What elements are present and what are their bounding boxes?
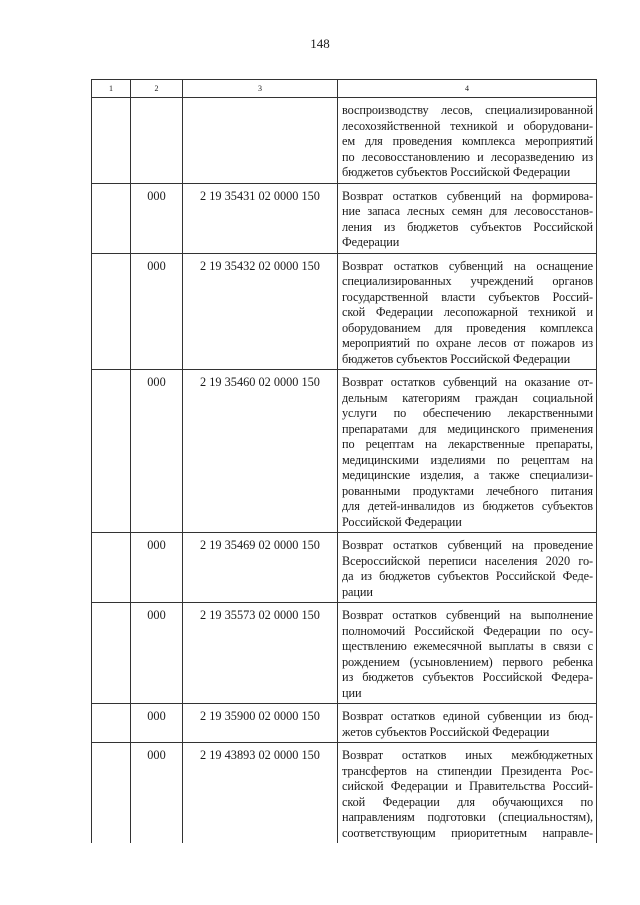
- description-line: да из бюджетов субъектов Российской Феде-: [342, 569, 593, 583]
- description-line: направлениям подготовки (специальностям),: [342, 810, 593, 824]
- table-row: [92, 603, 597, 704]
- description-cell: [338, 533, 597, 603]
- row-empty-cell: [92, 183, 131, 253]
- description-line: ской Федерации для обучающихся по: [342, 794, 593, 809]
- description-line: трансфертов на стипендии Президента Рос-: [342, 763, 593, 778]
- description-cell: [338, 253, 597, 370]
- description-line: воспроизводству лесов, специализированной: [342, 103, 593, 117]
- budget-classification-table: [91, 79, 597, 843]
- row-empty-cell: [92, 603, 131, 704]
- description-line: лесохозяйственной техникой и оборудовани-: [342, 118, 593, 133]
- description-line: услуги по обеспечению лекарственными: [342, 406, 593, 420]
- description-line: полномочий Российской Федерации по осу-: [342, 623, 593, 638]
- description-cell: [338, 603, 597, 704]
- description-line: Возврат остатков субвенций на выполнение: [342, 608, 593, 622]
- column-number-4: 4: [338, 80, 597, 98]
- description-line: рождением (усыновлением) первого ребенка: [342, 654, 593, 669]
- description-line: жетов субъектов Российской Федерации: [342, 724, 550, 739]
- description-line: Возврат остатков субвенций на оказание от-: [342, 375, 593, 389]
- description-line: бюджетов субъектов Российской Федерации: [342, 165, 571, 179]
- row-empty-cell: [92, 704, 131, 743]
- description-line: для детей-инвалидов из бюджетов субъектов: [342, 499, 593, 513]
- budget-code-cell: 2 19 35573 02 0000 150: [183, 603, 338, 704]
- budget-code-cell: 2 19 35460 02 0000 150: [183, 370, 338, 533]
- table-row: [92, 183, 597, 253]
- column-number-3: 3: [183, 80, 338, 98]
- description-line: по рецептам на лекарственные препараты,: [342, 437, 593, 451]
- admin-code-cell: 000: [131, 603, 183, 704]
- description-line: дельным категориям граждан социальной: [342, 390, 593, 405]
- budget-code-cell: 2 19 35431 02 0000 150: [183, 183, 338, 253]
- admin-code-cell: 000: [131, 253, 183, 370]
- description-line: по лесовосстановлению и лесоразведению из: [342, 149, 593, 164]
- description-line: Возврат остатков иных межбюджетных: [342, 748, 593, 762]
- admin-code-cell: 000: [131, 533, 183, 603]
- budget-code-cell: 2 19 35900 02 0000 150: [183, 704, 338, 743]
- column-number-2: 2: [131, 80, 183, 98]
- table-row: [92, 704, 597, 743]
- table-row: [92, 533, 597, 603]
- description-line: рованными продуктами лечебного питания: [342, 483, 593, 498]
- budget-code-cell: 2 19 43893 02 0000 150: [183, 743, 338, 844]
- description-cell: [338, 98, 597, 184]
- description-line: оборудованием для проведения комплекса: [342, 320, 593, 335]
- row-empty-cell: [92, 98, 131, 184]
- description-cell: [338, 743, 597, 844]
- admin-code-cell: 000: [131, 183, 183, 253]
- budget-code-cell: 2 19 35469 02 0000 150: [183, 533, 338, 603]
- admin-code-cell: [131, 98, 183, 184]
- description-line: Возврат остатков субвенций на проведение: [342, 538, 593, 552]
- row-empty-cell: [92, 533, 131, 603]
- description-line: ществлению ежемесячной выплаты в связи с: [342, 639, 593, 653]
- description-line: ской Федерации лесопожарной техникой и: [342, 305, 593, 319]
- admin-code-cell: 000: [131, 704, 183, 743]
- budget-code-cell: [183, 98, 338, 184]
- description-line: Всероссийской переписи населения 2020 го-: [342, 553, 593, 568]
- description-line: ции: [342, 685, 362, 700]
- description-line: Возврат остатков субвенций на оснащение: [342, 258, 593, 273]
- table-row: [92, 253, 597, 370]
- description-line: специализированных учреждений органов: [342, 274, 593, 288]
- description-line: сийской Федерации и Правительства Россий-: [342, 779, 593, 793]
- description-line: ем для проведения комплекса мероприятий: [342, 134, 593, 148]
- description-line: медицинские изделия, а также специализи-: [342, 468, 593, 482]
- description-line: из бюджетов субъектов Российской Федера-: [342, 670, 593, 684]
- table-row: [92, 743, 597, 844]
- description-cell: [338, 704, 597, 743]
- column-number-1: 1: [92, 80, 131, 98]
- table-row: [92, 98, 597, 184]
- description-line: медицинскими изделиями по рецептам на: [342, 452, 593, 467]
- description-line: бюджетов субъектов Российской Федерации: [342, 351, 571, 366]
- description-line: мероприятий по охране лесов от пожаров из: [342, 336, 593, 350]
- description-line: рации: [342, 584, 373, 599]
- row-empty-cell: [92, 253, 131, 370]
- table-header-row: [92, 80, 597, 98]
- row-empty-cell: [92, 743, 131, 844]
- page-number: 148: [310, 36, 330, 51]
- description-line: препаратами для медицинского применения: [342, 421, 593, 436]
- description-line: соответствующим приоритетным направле-: [342, 825, 593, 840]
- description-line: ления из бюджетов субъектов Российской: [342, 219, 593, 234]
- table-row: [92, 370, 597, 533]
- description-line: Федерации: [342, 235, 400, 249]
- description-line: государственной власти субъектов Россий-: [342, 289, 593, 304]
- description-line: ние запаса лесных семян для лесовосстанов-: [342, 204, 593, 218]
- description-line: Возврат остатков единой субвенции из бюд-: [342, 709, 593, 723]
- description-cell: [338, 183, 597, 253]
- description-line: Российской Федерации: [342, 514, 462, 529]
- admin-code-cell: 000: [131, 370, 183, 533]
- budget-code-cell: 2 19 35432 02 0000 150: [183, 253, 338, 370]
- row-empty-cell: [92, 370, 131, 533]
- admin-code-cell: 000: [131, 743, 183, 844]
- description-cell: [338, 370, 597, 533]
- description-line: Возврат остатков субвенций на формирова-: [342, 188, 593, 203]
